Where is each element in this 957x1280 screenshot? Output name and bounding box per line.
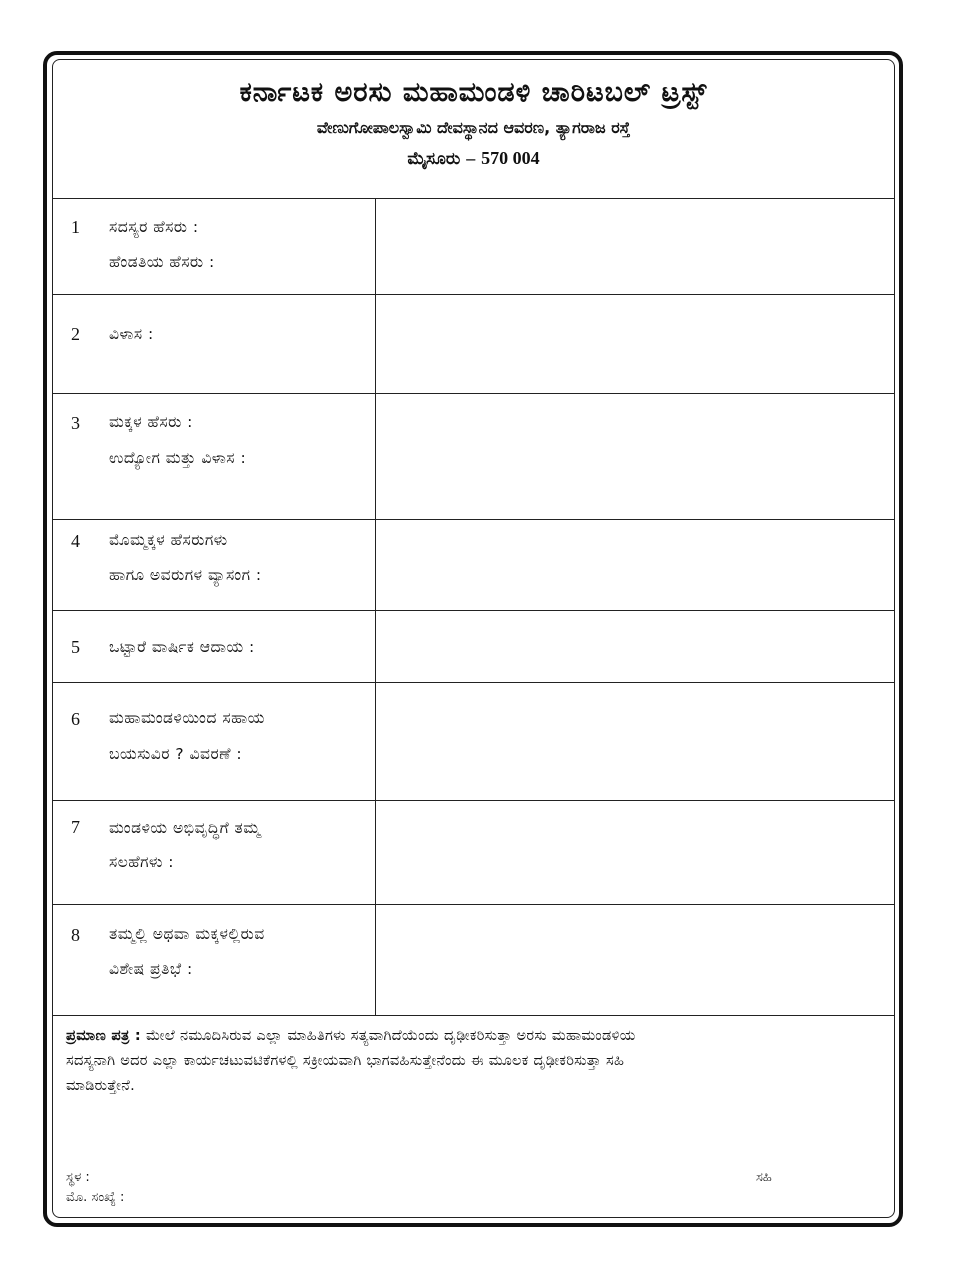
row-label: ಹಾಗೂ ಅವರುಗಳ ವ್ಯಾಸಂಗ : [109,566,262,584]
signature-label: ಸಹಿ [756,1170,772,1185]
answer-field-member-name[interactable] [377,199,894,294]
row-label: ಸಲಹೆಗಳು : [109,853,175,871]
declaration-text [66,1024,878,1099]
answer-field-children[interactable] [377,394,894,519]
pincode: 570 004 [481,148,540,168]
table-bottom-divider [53,1015,894,1016]
row-number: 4 [71,531,80,551]
answer-field-assistance[interactable] [377,683,894,800]
answer-field-grandchildren[interactable] [377,520,894,610]
form-row-income [53,611,375,682]
trust-address: ವೇಣುಗೋಪಾಲಸ್ವಾಮಿ ದೇವಸ್ಥಾನದ ಆವರಣ, ತ್ಯಾಗರಾಜ ರಸ್ತೆ [316,118,631,137]
row-number: 1 [71,217,80,237]
form-row-assistance [53,683,375,800]
row-label: ಬಯಸುವಿರ ? ವಿವರಣೆ : [109,745,243,763]
row-label: ಮಕ್ಕಳ ಹೆಸರು : [109,413,193,431]
form-row-suggestions [53,801,375,904]
answer-field-income[interactable] [377,611,894,682]
place-label: ಸ್ಥಳ : [66,1170,90,1185]
row-number: 5 [71,637,80,657]
form-row-children [53,394,375,519]
row-number: 3 [71,413,80,433]
dash-separator: – [466,148,476,168]
row-label: ತಮ್ಮಲ್ಲಿ ಅಥವಾ ಮಕ್ಕಳಲ್ಲಿರುವ [109,925,265,943]
row-number: 6 [71,709,80,729]
declaration-line-2: ಸದಸ್ಯನಾಗಿ ಅದರ ಎಲ್ಲಾ ಕಾರ್ಯಚಟುವಟಿಕೆಗಳಲ್ಲಿ ಸಕ್ರೀಯವಾಗಿ ಭಾಗವಹಿಸುತ್ತೇನೆಂದು ಈ ಮೂಲಕ ದೃಢೀಕರಿಸುತ್ತಾ ಸಹಿ [66,1053,625,1069]
row-label: ಮೊಮ್ಮಕ್ಕಳ ಹೆಸರುಗಳು [109,531,228,549]
row-number: 7 [71,817,80,837]
row-label: ಸದಸ್ಯರ ಹೆಸರು : [109,218,199,236]
row-label: ಹೆಂಡತಿಯ ಹೆಸರು : [109,253,215,271]
answer-field-talents[interactable] [377,905,894,1015]
row-label: ವಿಶೇಷ ಪ್ರತಿಭೆ : [109,960,193,978]
form-row-member-name [53,199,375,294]
row-number: 8 [71,925,80,945]
declaration-label: ಪ್ರಮಾಣ ಪತ್ರ : [66,1028,142,1044]
row-label: ಉದ್ಯೋಗ ಮತ್ತು ವಿಳಾಸ : [109,449,247,467]
row-label: ಮಹಾಮಂಡಳಿಯಿಂದ ಸಹಾಯ [109,709,265,727]
city-name: ಮೈಸೂರು [407,149,461,169]
form-row-talents [53,905,375,1015]
column-divider [375,199,376,1015]
city-pincode [53,148,894,169]
form-header [53,60,894,199]
answer-field-suggestions[interactable] [377,801,894,904]
row-label: ಒಟ್ಟಾರೆ ವಾರ್ಷಿಕ ಆದಾಯ : [109,638,255,656]
declaration-line-1 [66,1024,878,1049]
trust-title: ಕರ್ನಾಟಕ ಅರಸು ಮಹಾಮಂಡಳಿ ಚಾರಿಟಬಲ್ ಟ್ರಸ್ಟ್ [239,77,708,108]
row-label: ಮಂಡಳಿಯ ಅಭಿವೃದ್ಧಿಗೆ ತಮ್ಮ [109,819,261,837]
answer-field-address[interactable] [377,295,894,393]
phone-number-label: ಮೊ. ಸಂಖ್ಯೆ : [66,1190,125,1205]
form-row-grandchildren [53,520,375,610]
form-row-address [53,295,375,393]
declaration-line-3: ಮಾಡಿರುತ್ತೇನೆ. [66,1078,136,1094]
declaration-line-1-text: ಮೇಲೆ ನಮೂದಿಸಿರುವ ಎಲ್ಲಾ ಮಾಹಿತಿಗಳು ಸತ್ಯವಾಗಿದೆಯೆಂದು ದೃಢೀಕರಿಸುತ್ತಾ ಅರಸು ಮಹಾಮಂಡಳಿಯ [145,1028,636,1044]
row-number: 2 [71,324,80,344]
row-label: ವಿಳಾಸ : [109,325,154,343]
